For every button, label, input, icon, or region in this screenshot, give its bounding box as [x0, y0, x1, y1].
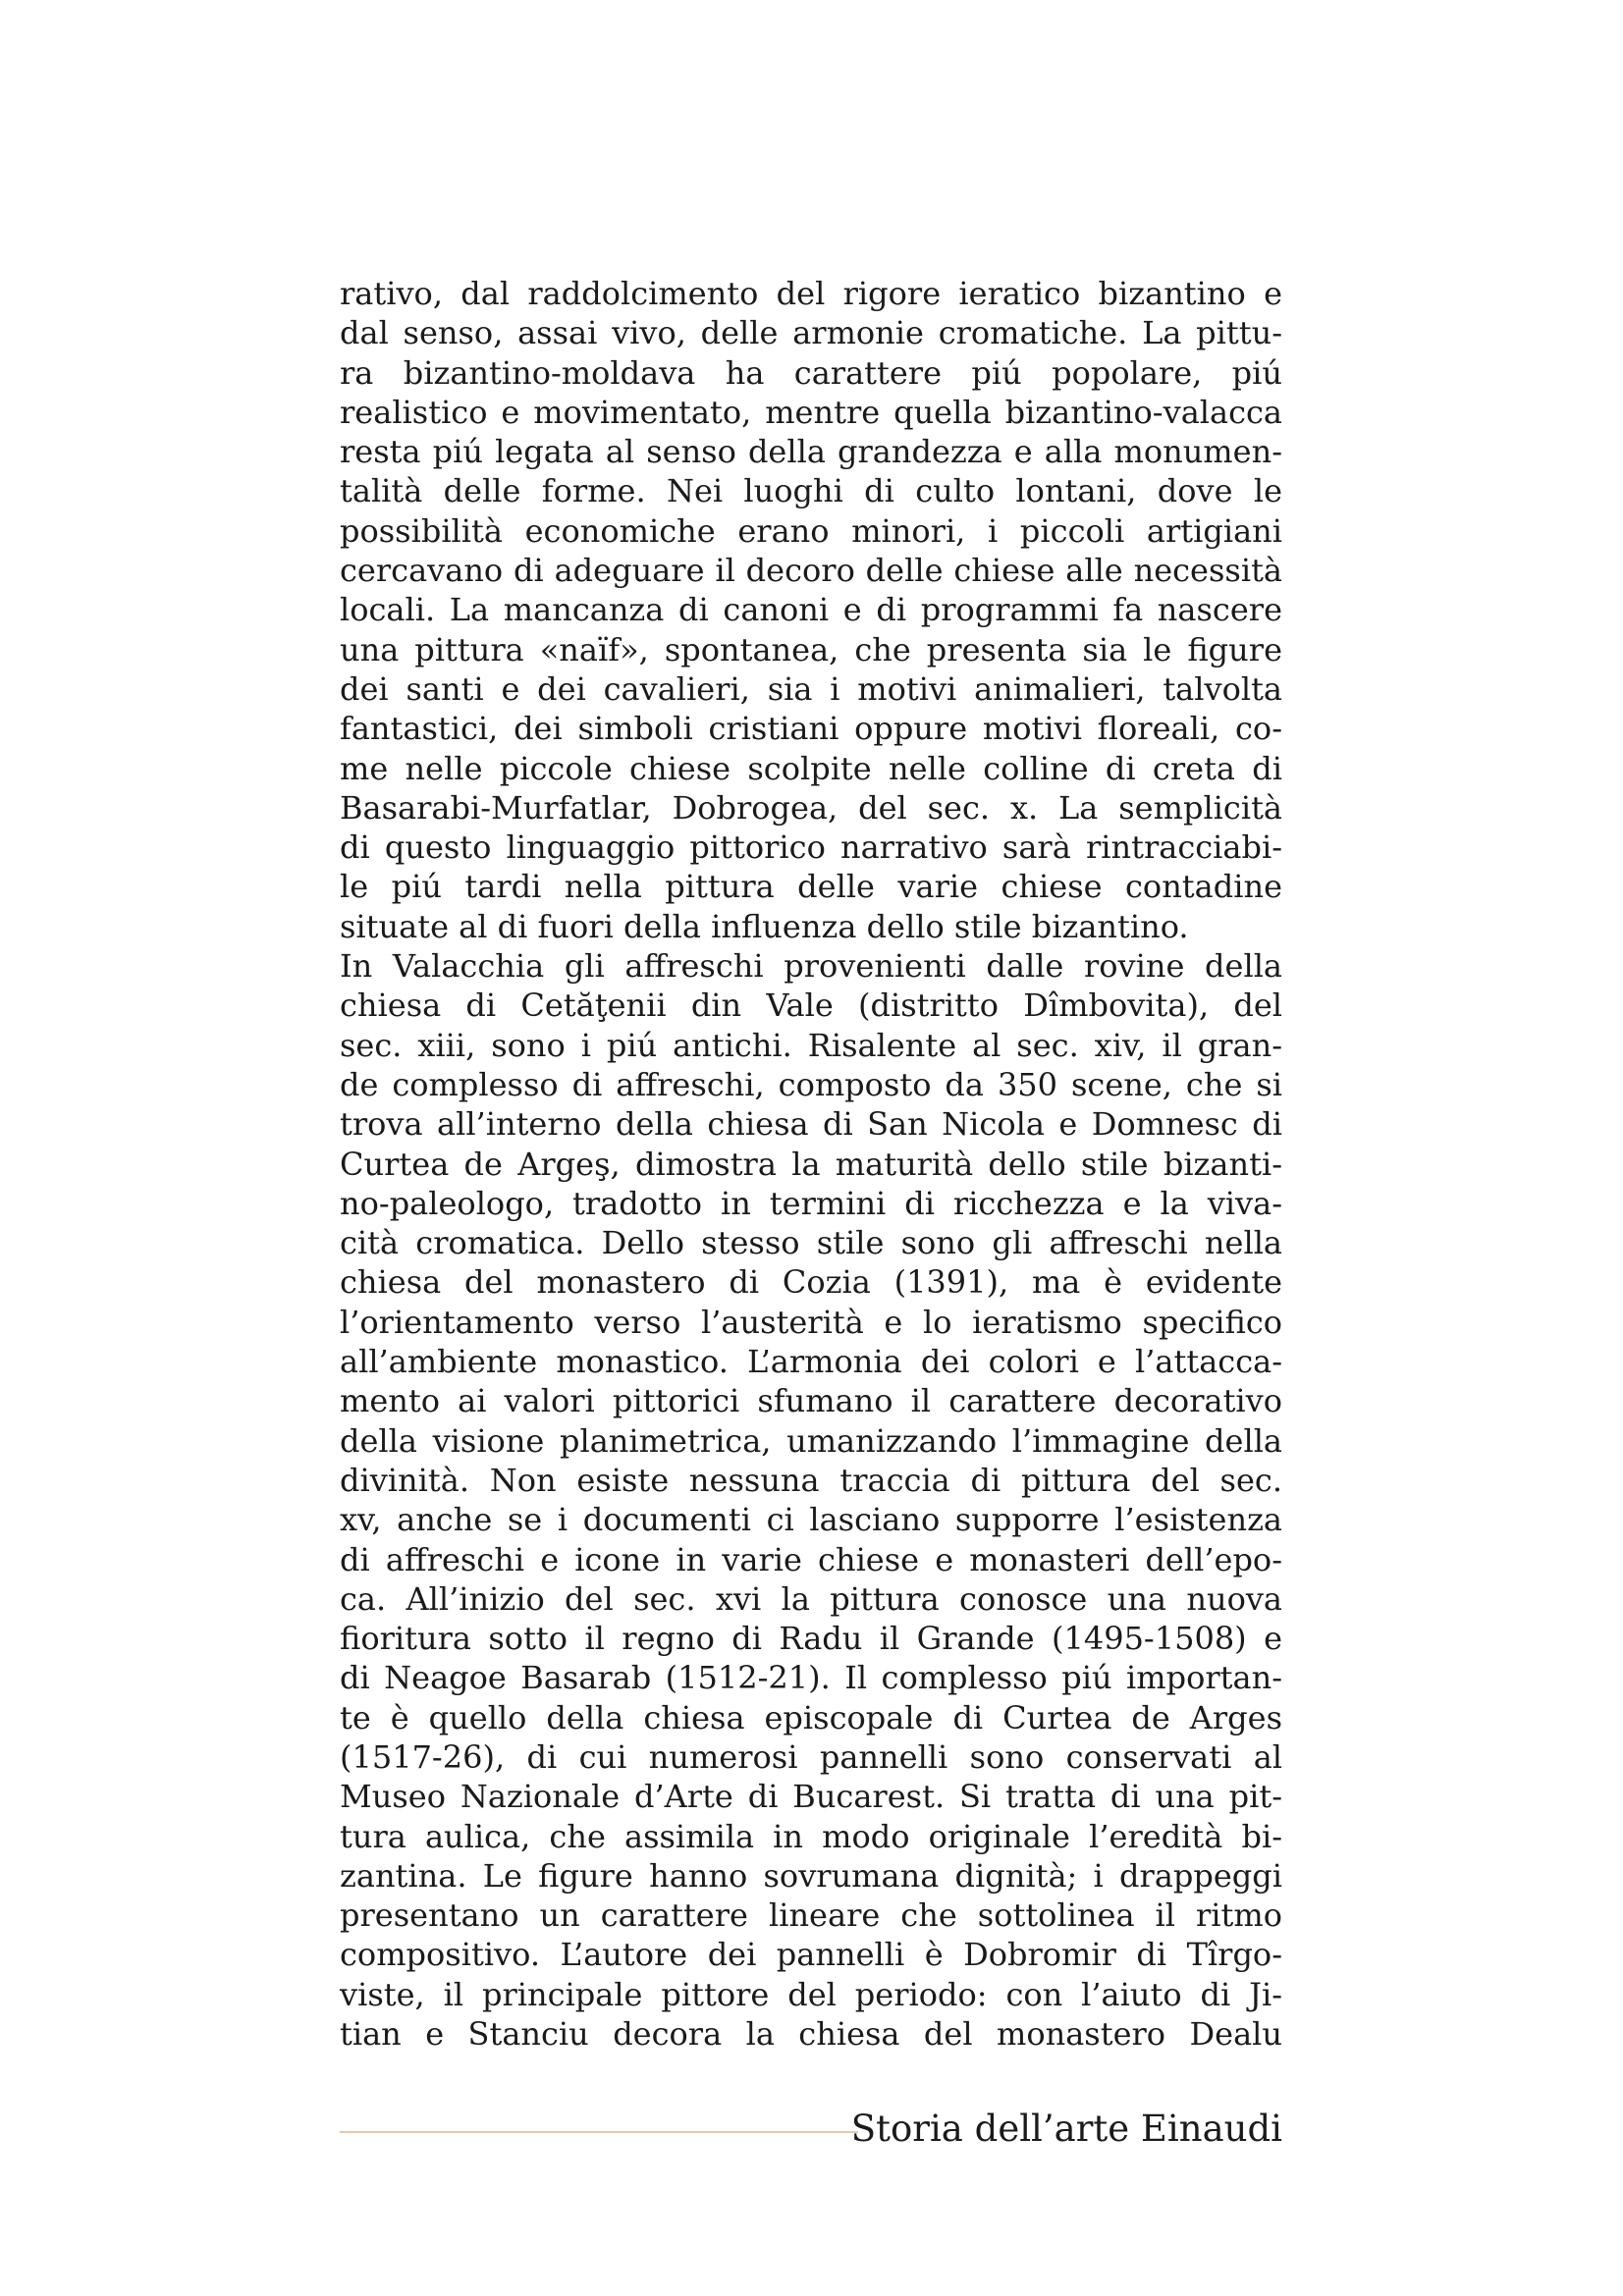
footer-publication-title: Storia dell’arte Einaudi: [850, 2108, 1282, 2150]
text-line: tura aulica, che assimila in modo originale l’eredità bi-: [340, 1817, 1282, 1855]
text-line: una pittura «naïf», spontanea, che presenta sia le figure: [340, 630, 1282, 668]
text-line: locali. La mancanza di canoni e di programmi fa nascere: [340, 591, 1282, 629]
text-line: chiesa di Cetăţenii din Vale (distritto Dîmbovita), del: [340, 987, 1282, 1025]
text-line: de complesso di affreschi, composto da 350 scene, che si: [340, 1065, 1282, 1103]
text-line: dal senso, assai vivo, delle armonie cromatiche. La pittu-: [340, 314, 1282, 352]
text-line: Curtea de Argeş, dimostra la maturità dello stile bizanti-: [340, 1145, 1282, 1183]
text-line: le piú tardi nella pittura delle varie chiese contadine: [340, 868, 1282, 906]
text-line: talità delle forme. Nei luoghi di culto lontani, dove le: [340, 472, 1282, 510]
text-line: cercavano di adeguare il decoro delle chiese alle necessità: [340, 552, 1282, 590]
page-footer: [340, 2102, 1282, 2161]
text-line: rativo, dal raddolcimento del rigore ieratico bizantino e: [340, 275, 1282, 312]
text-line: resta piú legata al senso della grandezza e alla monumen-: [340, 433, 1282, 471]
text-line: sec. xiii, sono i piú antichi. Risalente al sec. xiv, il gran-: [340, 1026, 1282, 1064]
footer-divider: [340, 2131, 858, 2133]
text-line: cità cromatica. Dello stesso stile sono gli affreschi nella: [340, 1224, 1282, 1262]
text-line: divinità. Non esiste nessuna traccia di pittura del sec.: [340, 1461, 1282, 1499]
text-line: dei santi e dei cavalieri, sia i motivi animalieri, talvolta: [340, 669, 1282, 708]
text-line: realistico e movimentato, mentre quella bizantino-valacca: [340, 393, 1282, 431]
text-line: fioritura sotto il regno di Radu il Grande (1495-1508) e: [340, 1620, 1282, 1658]
text-line: viste, il principale pittore del periodo: con l’aiuto di Ji-: [340, 1975, 1282, 2013]
text-line: zantina. Le figure hanno sovrumana dignità; i drappeggi: [340, 1856, 1282, 1895]
text-line: all’ambiente monastico. L’armonia dei colori e l’attacca-: [340, 1343, 1282, 1381]
text-line: Basarabi-Murfatlar, Dobrogea, del sec. x. La semplicità: [340, 788, 1282, 827]
body-text: [340, 274, 1282, 2054]
text-line: te è quello della chiesa episcopale di Curtea de Arges: [340, 1698, 1282, 1736]
text-line: presentano un carattere lineare che sottolinea il ritmo: [340, 1896, 1282, 1935]
paragraph-end-line: situate al di fuori della influenza dello stile bizantino.: [340, 907, 1189, 945]
text-line: (1517-26), di cui numerosi pannelli sono conservati al: [340, 1737, 1282, 1776]
text-line: chiesa del monastero di Cozia (1391), ma è evidente: [340, 1263, 1282, 1302]
text-line: fantastici, dei simboli cristiani oppure motivi floreali, co-: [340, 710, 1282, 748]
text-line: di affreschi e icone in varie chiese e monasteri dell’epo-: [340, 1540, 1282, 1578]
text-line: di Neagoe Basarab (1512-21). Il complesso piú importan-: [340, 1659, 1282, 1697]
text-line: In Valacchia gli affreschi provenienti dalle rovine della: [340, 947, 1282, 986]
text-line: della visione planimetrica, umanizzando l’immagine della: [340, 1421, 1282, 1460]
text-line: compositivo. L’autore dei pannelli è Dobromir di Tîrgo-: [340, 1936, 1282, 1974]
text-line: me nelle piccole chiese scolpite nelle colline di creta di: [340, 749, 1282, 787]
text-line: mento ai valori pittorici sfumano il carattere decorativo: [340, 1382, 1282, 1420]
text-line: ca. All’inizio del sec. xvi la pittura conosce una nuova: [340, 1579, 1282, 1618]
text-line: di questo linguaggio pittorico narrativo sarà rintracciabi-: [340, 828, 1282, 867]
text-line: xv, anche se i documenti ci lasciano supporre l’esistenza: [340, 1501, 1282, 1539]
text-line: ra bizantino-moldava ha carattere piú popolare, piú: [340, 353, 1282, 392]
text-line: no-paleologo, tradotto in termini di ricchezza e la viva-: [340, 1184, 1282, 1222]
text-line: Museo Nazionale d’Arte di Bucarest. Si tratta di una pit-: [340, 1778, 1282, 1816]
text-line: l’orientamento verso l’austerità e lo ieratismo specifico: [340, 1303, 1282, 1341]
text-line: tian e Stanciu decora la chiesa del monastero Dealu: [340, 2015, 1282, 2054]
text-line: trova all’interno della chiesa di San Nicola e Domnesc di: [340, 1105, 1282, 1144]
text-line: possibilità economiche erano minori, i piccoli artigiani: [340, 511, 1282, 550]
